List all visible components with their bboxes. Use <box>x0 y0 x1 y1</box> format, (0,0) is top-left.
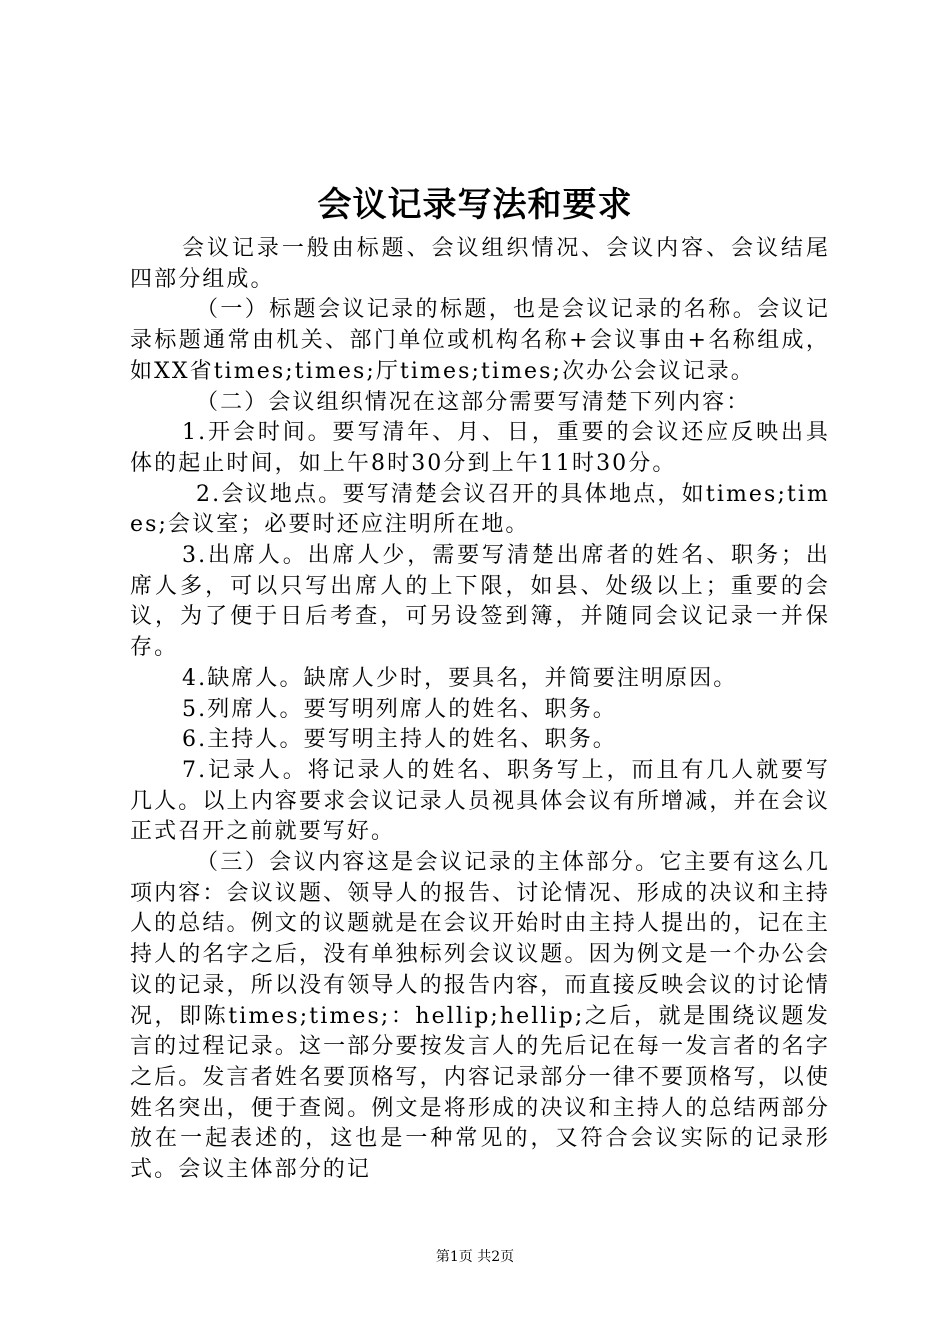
item-recorder: 7.记录人。将记录人的姓名、职务写上，而且有几人就要写几人。以上内容要求会议记录人员视具体会议有所增减，并在会议正式召开之前就要写好。 <box>130 757 830 845</box>
intro-paragraph: 会议记录一般由标题、会议组织情况、会议内容、会议结尾四部分组成。 <box>130 236 830 292</box>
document-body <box>130 234 830 1186</box>
item-absentees: 4.缺席人。缺席人少时，要具名，并简要注明原因。 <box>182 665 738 691</box>
section-one-paragraph: （一）标题会议记录的标题，也是会议记录的名称。会议记录标题通常由机关、部门单位或机构名称+会议事由+名称组成，如XX省times;times;厅times;times;次办公会议记录。 <box>130 297 830 384</box>
section-three-paragraph: （三）会议内容这是会议记录的主体部分。它主要有这么几项内容：会议议题、领导人的报告、讨论情况、形成的决议和主持人的总结。例文的议题就是在会议开始时由主持人提出的，记在主持人的名字之后，没有单独标列会议议题。因为例文是一个办公会议的记录，所以没有领导人的报告内容，而直接反映会议的讨论情况，即陈times;times;：hellip;hellip;之后，就是围绕议题发言的过程记录。这一部分要按发言人的先后记在每一发言者的名字之后。发言者姓名要顶格写，内容记录部分一律不要顶格写，以使姓名突出，便于查阅。例文是将形成的决议和主持人的总结两部分放在一起表述的，这也是一种常见的，又符合会议实际的记录形式。会议主体部分的记 <box>130 850 830 1183</box>
document-title: 会议记录写法和要求 <box>317 185 633 225</box>
item-host: 6.主持人。要写明主持人的姓名、职务。 <box>182 727 617 753</box>
item-meeting-place: 2.会议地点。要写清楚会议召开的具体地点，如times;times;会议室；必要时还应注明所在地。 <box>130 481 830 538</box>
page-footer: 第1页 共2页 <box>435 1249 515 1265</box>
item-attendees: 3.出席人。出席人少，需要写清楚出席者的姓名、职务；出席人多，可以只写出席人的上下限，如县、处级以上；重要的会议，为了便于日后考查，可另设签到簿，并随同会议记录一并保存。 <box>130 543 830 661</box>
item-observers: 5.列席人。要写明列席人的姓名、职务。 <box>182 696 617 722</box>
item-meeting-time: 1.开会时间。要写清年、月、日，重要的会议还应反映出具体的起止时间，如上午8时30分到上午11时30分。 <box>130 420 830 476</box>
section-two-heading: （二）会议组织情况在这部分需要写清楚下列内容： <box>196 389 751 415</box>
